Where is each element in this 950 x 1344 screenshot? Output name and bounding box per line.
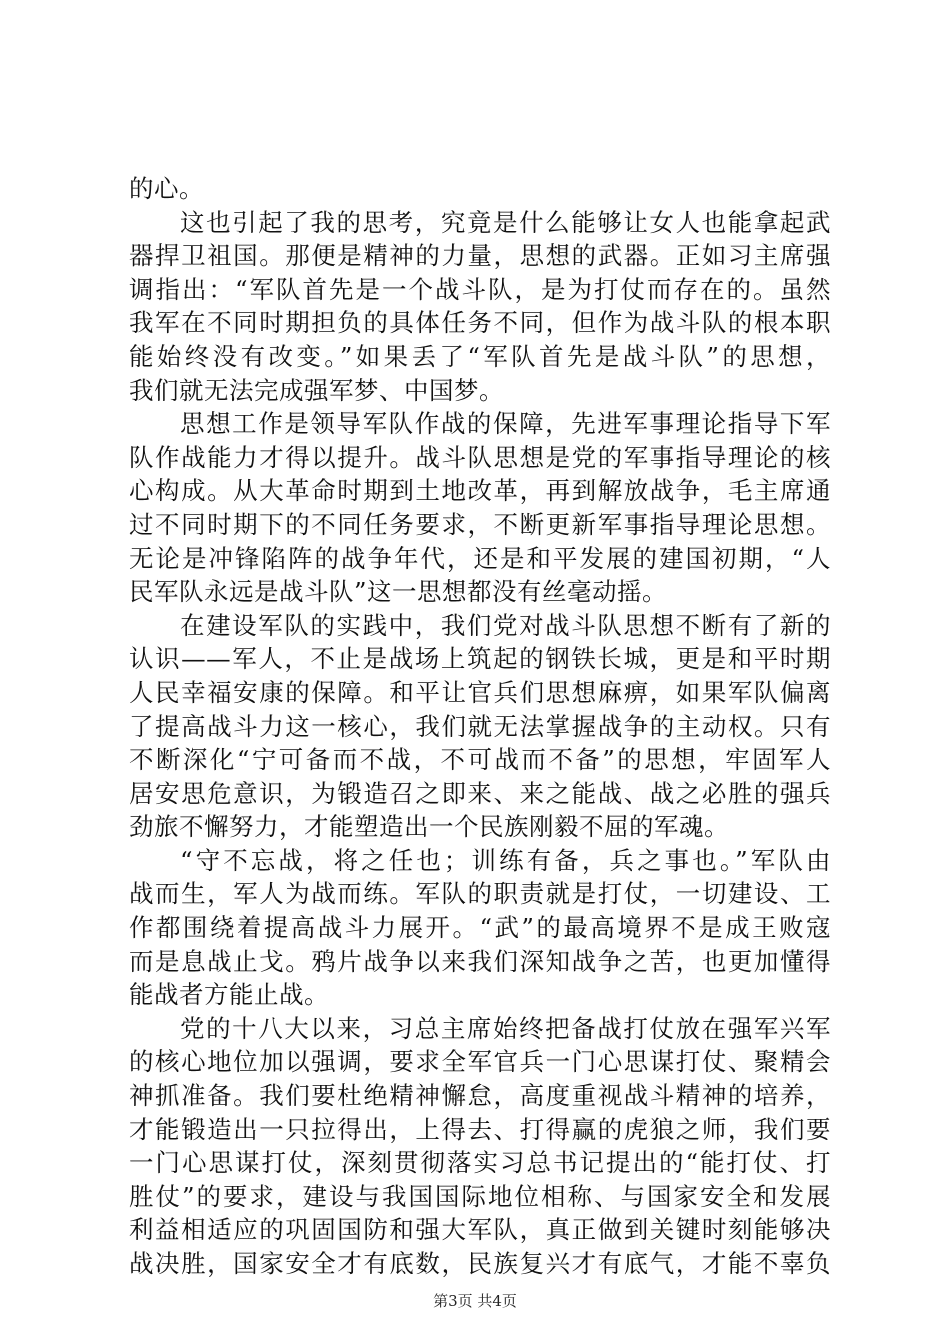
text-line: 不断深化“宁可备而不战，不可战而不备”的思想，牢固军人 (129, 745, 831, 775)
text-line: 认识——军人，不止是战场上筑起的钢铁长城，更是和平时期 (129, 644, 831, 674)
text-line: 调指出：“军队首先是一个战斗队，是为打仗而存在的。虽然 (129, 274, 831, 304)
text-line: 我们就无法完成强军梦、中国梦。 (129, 375, 504, 405)
body-text (129, 172, 831, 1281)
text-line: 党的十八大以来，习总主席始终把备战打仗放在强军兴军 (180, 1013, 831, 1043)
text-line: 这也引起了我的思考，究竟是什么能够让女人也能拿起武 (180, 207, 831, 237)
text-line: 能始终没有改变。”如果丢了“军队首先是战斗队”的思想， (129, 341, 831, 371)
text-line: 才能锻造出一只拉得出，上得去、打得赢的虎狼之师，我们要 (129, 1114, 831, 1144)
text-line: 战而生，军人为战而练。军队的职责就是打仗，一切建设、工 (129, 879, 831, 909)
text-line: “守不忘战，将之任也；训练有备，兵之事也。”军队由 (180, 845, 831, 875)
text-line: 胜仗”的要求，建设与我国国际地位相称、与国家安全和发展 (129, 1181, 831, 1211)
text-line: 居安思危意识，为锻造召之即来、来之能战、战之必胜的强兵 (129, 778, 831, 808)
text-line: 神抓准备。我们要杜绝精神懈怠，高度重视战斗精神的培养， (129, 1081, 831, 1111)
text-line: 的心。 (129, 174, 204, 203)
text-line: 作都围绕着提高战斗力展开。“武”的最高境界不是成王败寇 (129, 913, 831, 943)
page-footer: 第3页 共4页 (433, 1292, 517, 1310)
text-line: 了提高战斗力这一核心，我们就无法掌握战争的主动权。只有 (129, 711, 831, 741)
text-line: 的核心地位加以强调，要求全军官兵一门心思谋打仗、聚精会 (129, 1047, 831, 1077)
text-line: 能战者方能止战。 (129, 980, 329, 1010)
text-line: 利益相适应的巩固国防和强大军队，真正做到关键时刻能够决 (129, 1215, 831, 1245)
text-line: 民军队永远是战斗队”这一思想都没有丝毫动摇。 (129, 577, 668, 607)
text-line: 心构成。从大革命时期到土地改革，再到解放战争，毛主席通 (129, 476, 831, 506)
text-line: 一门心思谋打仗，深刻贯彻落实习总书记提出的“能打仗、打 (129, 1148, 831, 1178)
text-line: 器捍卫祖国。那便是精神的力量，思想的武器。正如习主席强 (129, 241, 831, 271)
text-line: 我军在不同时期担负的具体任务不同，但作为战斗队的根本职 (129, 308, 831, 338)
text-line: 队作战能力才得以提升。战斗队思想是党的军事指导理论的核 (129, 442, 831, 472)
text-line: 而是息战止戈。鸦片战争以来我们深知战争之苦，也更加懂得 (129, 946, 831, 976)
text-line: 人民幸福安康的保障。和平让官兵们思想麻痹，如果军队偏离 (129, 677, 831, 707)
text-line: 劲旅不懈努力，才能塑造出一个民族刚毅不屈的军魂。 (129, 812, 729, 842)
text-line: 无论是冲锋陷阵的战争年代，还是和平发展的建国初期，“人 (129, 543, 831, 573)
text-line: 战决胜，国家安全才有底数，民族复兴才有底气，才能不辜负 (129, 1249, 831, 1278)
text-line: 过不同时期下的不同任务要求，不断更新军事指导理论思想。 (129, 509, 831, 539)
text-line: 思想工作是领导军队作战的保障，先进军事理论指导下军 (180, 409, 831, 439)
text-line: 在建设军队的实践中，我们党对战斗队思想不断有了新的 (180, 610, 831, 640)
